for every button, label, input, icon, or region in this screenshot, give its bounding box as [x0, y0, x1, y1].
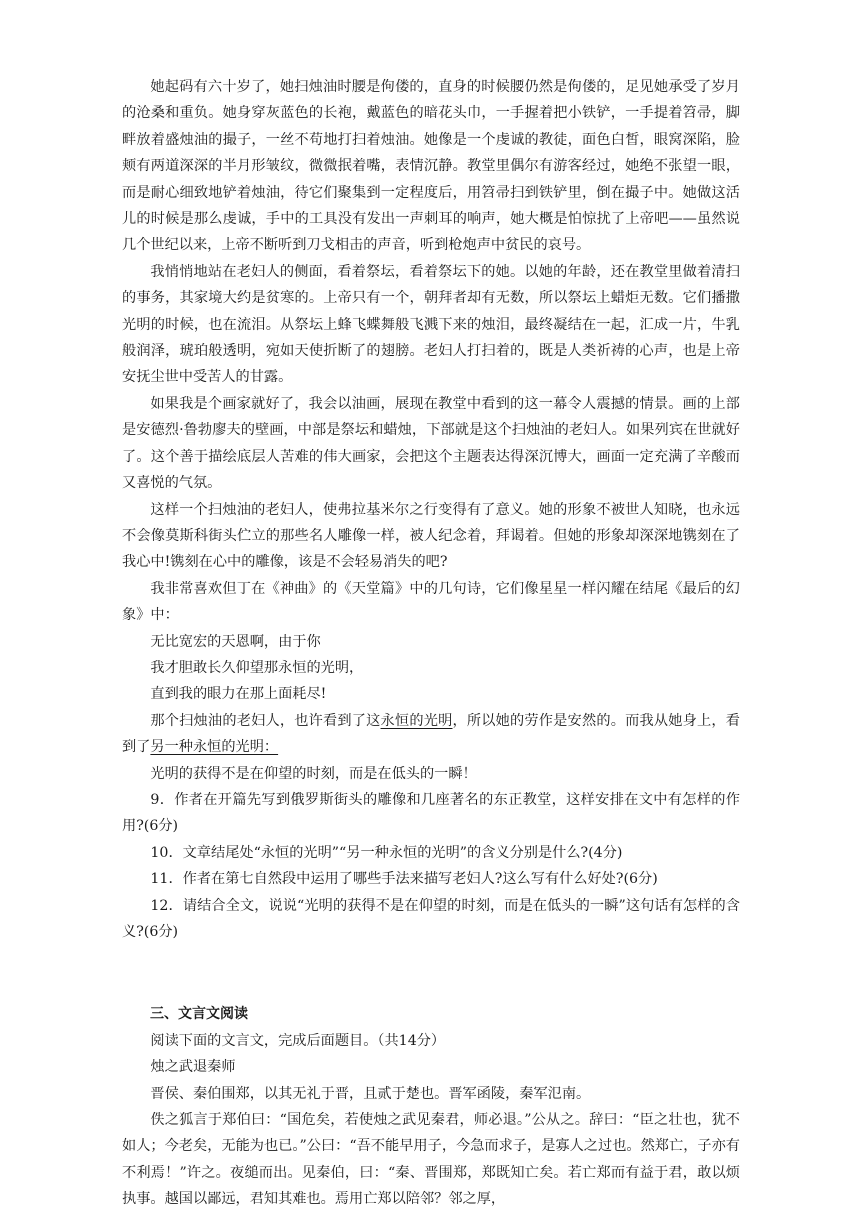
underlined-phrase-eternal-light: 永恒的光明 — [380, 712, 453, 729]
question-9: 9．作者在开篇先写到俄罗斯街头的雕像和几座著名的东正教堂，这样安排在文中有怎样的作用?(6分) — [122, 791, 740, 835]
poem-line-1: 无比宽宏的天恩啊，由于你 — [150, 633, 321, 650]
classical-paragraph-1: 晋侯、秦伯围郑，以其无礼于晋，且贰于楚也。晋军函陵，秦军氾南。 — [150, 1085, 591, 1102]
question-10: 10．文章结尾处“永恒的光明”“另一种永恒的光明”的含义分别是什么?(4分) — [150, 844, 623, 861]
paragraph-6-text-a: 那个扫烛油的老妇人，也许看到了这 — [150, 712, 381, 729]
reading-paragraph-4: 这样一个扫烛油的老妇人，使弗拉基米尔之行变得有了意义。她的形象不被世人知晓，也永远不会像莫斯科街头伫立的那些名人雕像一样，被人纪念着，拜谒着。但她的形象却深深地镌刻在了我心中!镌刻在心中的雕像，该是不会轻易消失的吧? — [122, 501, 740, 571]
question-11: 11．作者在第七自然段中运用了哪些手法来描写老妇人?这么写有什么好处?(6分) — [150, 871, 658, 888]
section-instruction: 阅读下面的文言文，完成后面题目。（共14分） — [150, 1032, 446, 1049]
reading-paragraph-2: 我悄悄地站在老妇人的侧面，看着祭坛，看着祭坛下的她。以她的年龄，还在教堂里做着清扫的事务，其家境大约是贫寒的。上帝只有一个，朝拜者却有无数，所以祭坛上蜡炬无数。它们播撒光明的时候，也在流泪。从祭坛上蜂飞蝶舞般飞溅下来的烛泪，最终凝结在一起，汇成一片，牛乳般润泽，琥珀般透明，宛如天使折断了的翅膀。老妇人打扫着的，既是人类祈祷的心声，也是上帝安抚尘世中受苦人的甘露。 — [122, 263, 740, 386]
poem-line-2: 我才胆敢长久仰望那永恒的光明， — [150, 659, 364, 676]
reading-paragraph-6 — [122, 708, 740, 761]
section-title: 三、文言文阅读 — [150, 1006, 248, 1023]
underlined-phrase-another-light: 另一种永恒的光明： — [150, 739, 279, 756]
question-12: 12．请结合全文，说说“光明的获得不是在仰望的时刻，而是在低头的一瞬”这句话有怎样的含义?(6分) — [122, 897, 740, 940]
reading-paragraph-7: 光明的获得不是在仰望的时刻，而是在低头的一瞬！ — [150, 765, 477, 782]
poem-line-3: 直到我的眼力在那上面耗尽! — [150, 686, 327, 703]
reading-paragraph-3: 如果我是个画家就好了，我会以油画，展现在教堂中看到的这一幕令人震撼的情景。画的上部是安德烈·鲁勃廖夫的壁画，中部是祭坛和蜡烛，下部就是这个扫烛油的老妇人。如果列宾在世就好了。这个善于描绘底层人苦难的伟大画家，会把这个主题表达得深沉博大，画面一定充满了辛酸而又喜悦的气氛。 — [122, 395, 740, 492]
reading-paragraph-5: 我非常喜欢但丁在《神曲》的《天堂篇》中的几句诗，它们像星星一样闪耀在结尾《最后的幻象》中： — [122, 580, 740, 624]
document-page — [122, 74, 740, 1213]
section-spacer — [122, 945, 740, 1001]
passage-title: 烛之武退秦师 — [150, 1059, 236, 1076]
classical-paragraph-2: 佚之狐言于郑伯曰：“国危矣，若使烛之武见秦君，师必退。”公从之。辞曰：“臣之壮也，犹不如人；今老矣，无能为也已。”公曰：“吾不能早用子，今急而求子，是寡人之过也。然郑亡，子亦有不利焉！”许之。夜缒而出。见秦伯，曰：“秦、晋围郑，郑既知亡矣。若亡郑而有益于君，敢以烦执事。越国以鄙远，君知其难也。焉用亡郑以陪邻？邻之厚， — [122, 1112, 740, 1208]
paragraph-6-text-b: ，所以她的劳作是安然的。而我从她身上，看到了 — [122, 712, 740, 756]
reading-paragraph-1: 她起码有六十岁了，她扫烛油时腰是佝偻的，直身的时候腰仍然是佝偻的，足见她承受了岁月的沧桑和重负。她身穿灰蓝色的长袍，戴蓝色的暗花头巾，一手握着把小铁铲，一手提着笤帚，脚畔放着盛烛油的撮子，一丝不苟地打扫着烛油。她像是一个虔诚的教徒，面色白皙，眼窝深陷，脸颊有两道深深的半月形皱纹，微微抿着嘴，表情沉静。教堂里偶尔有游客经过，她绝不张望一眼，而是耐心细致地铲着烛油，待它们聚集到一定程度后，用笤帚扫到铁铲里，倒在撮子中。她做这活儿的时候是那么虔诚，手中的工具没有发出一声刺耳的响声，她大概是怕惊扰了上帝吧——虽然说几个世纪以来，上帝不断听到刀戈相击的声音，听到枪炮声中贫民的哀号。 — [122, 79, 740, 254]
